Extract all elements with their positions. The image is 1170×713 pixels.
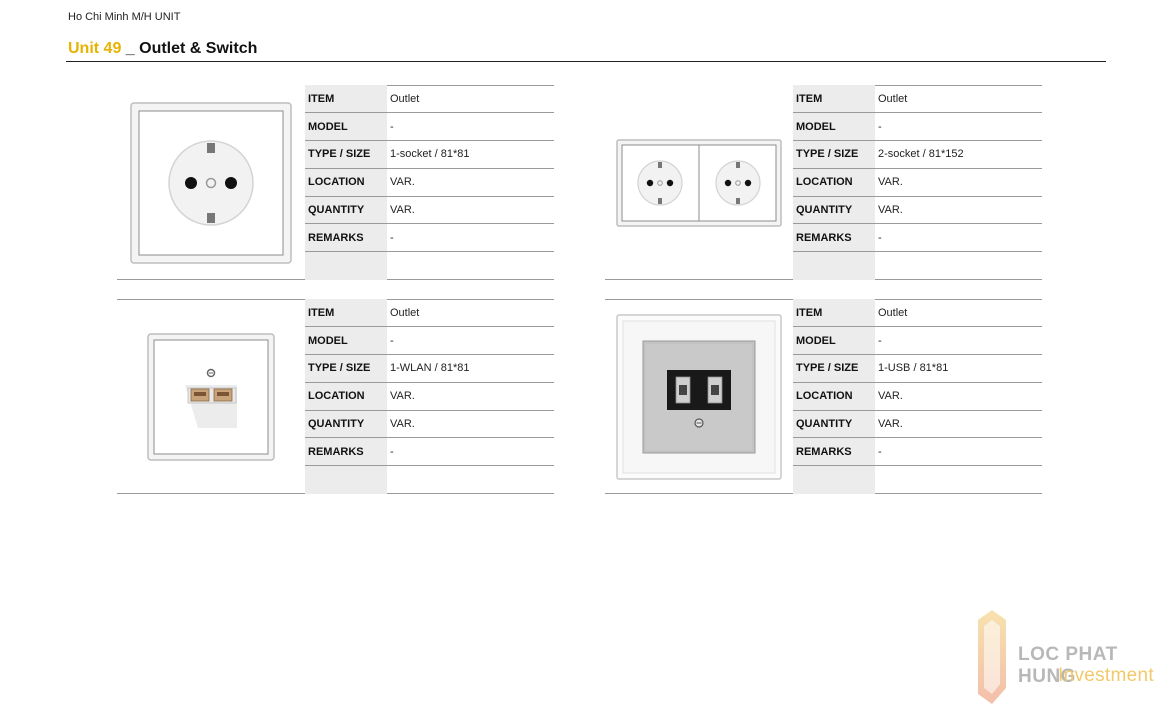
spec-table xyxy=(793,85,1042,280)
model-value: - xyxy=(387,327,554,355)
logo-mark-icon xyxy=(972,608,1012,708)
model-label: MODEL xyxy=(305,327,387,355)
item-label: ITEM xyxy=(793,299,875,327)
location-label: LOCATION xyxy=(305,168,387,196)
model-value: - xyxy=(387,113,554,141)
table-row xyxy=(305,252,554,280)
table-row xyxy=(793,382,1042,410)
table-row xyxy=(793,355,1042,383)
page-title xyxy=(68,40,257,58)
product-card-1 xyxy=(117,85,554,280)
table-row xyxy=(793,168,1042,196)
table-row xyxy=(305,141,554,169)
product-card-3 xyxy=(117,299,554,494)
table-row xyxy=(305,224,554,252)
item-value: Outlet xyxy=(387,85,554,113)
table-row xyxy=(305,196,554,224)
table-row xyxy=(793,327,1042,355)
location-label: LOCATION xyxy=(793,382,875,410)
model-label: MODEL xyxy=(305,113,387,141)
quantity-value: VAR. xyxy=(387,196,554,224)
table-row xyxy=(305,85,554,113)
product-card-4 xyxy=(605,299,1042,494)
remarks-value: - xyxy=(387,224,554,252)
type-size-value: 1-WLAN / 81*81 xyxy=(387,355,554,383)
item-label: ITEM xyxy=(305,299,387,327)
table-row xyxy=(793,113,1042,141)
document-header-label: Ho Chi Minh M/H UNIT xyxy=(68,11,181,23)
quantity-value: VAR. xyxy=(387,410,554,438)
location-value: VAR. xyxy=(875,382,1042,410)
spec-table xyxy=(793,299,1042,494)
model-value: - xyxy=(875,113,1042,141)
remarks-label: REMARKS xyxy=(793,224,875,252)
table-row xyxy=(305,168,554,196)
remarks-label: REMARKS xyxy=(305,224,387,252)
item-value: Outlet xyxy=(875,85,1042,113)
item-value: Outlet xyxy=(875,299,1042,327)
type-size-value: 2-socket / 81*152 xyxy=(875,141,1042,169)
type-size-label: TYPE / SIZE xyxy=(793,355,875,383)
table-row xyxy=(305,466,554,494)
remarks-value: - xyxy=(875,438,1042,466)
remarks-value: - xyxy=(875,224,1042,252)
quantity-label: QUANTITY xyxy=(793,196,875,224)
title-divider xyxy=(66,61,1106,62)
table-row xyxy=(793,224,1042,252)
single-socket-icon xyxy=(117,85,305,280)
table-row xyxy=(305,327,554,355)
spec-table xyxy=(305,299,554,494)
company-logo xyxy=(972,608,1167,708)
remarks-label: REMARKS xyxy=(305,438,387,466)
wlan-outlet-icon xyxy=(117,299,305,494)
product-card-2 xyxy=(605,85,1042,280)
model-value: - xyxy=(875,327,1042,355)
type-size-label: TYPE / SIZE xyxy=(305,355,387,383)
remarks-value: - xyxy=(387,438,554,466)
usb-outlet-icon xyxy=(605,299,793,494)
location-value: VAR. xyxy=(387,382,554,410)
table-row xyxy=(305,355,554,383)
quantity-value: VAR. xyxy=(875,196,1042,224)
table-row xyxy=(793,299,1042,327)
item-value: Outlet xyxy=(387,299,554,327)
table-row xyxy=(793,466,1042,494)
location-label: LOCATION xyxy=(793,168,875,196)
table-row xyxy=(793,196,1042,224)
quantity-label: QUANTITY xyxy=(305,196,387,224)
table-row xyxy=(305,438,554,466)
type-size-value: 1-socket / 81*81 xyxy=(387,141,554,169)
table-row xyxy=(305,382,554,410)
location-label: LOCATION xyxy=(305,382,387,410)
quantity-label: QUANTITY xyxy=(305,410,387,438)
table-row xyxy=(305,410,554,438)
table-row xyxy=(793,141,1042,169)
item-label: ITEM xyxy=(793,85,875,113)
table-row xyxy=(305,299,554,327)
type-size-label: TYPE / SIZE xyxy=(305,141,387,169)
unit-number: Unit 49 xyxy=(68,40,122,57)
table-row xyxy=(305,113,554,141)
table-row xyxy=(793,252,1042,280)
type-size-value: 1-USB / 81*81 xyxy=(875,355,1042,383)
model-label: MODEL xyxy=(793,327,875,355)
logo-text-line1: LOC PHAT HUNG xyxy=(1018,644,1118,687)
location-value: VAR. xyxy=(387,168,554,196)
table-row xyxy=(793,438,1042,466)
logo-text-line2: Investment xyxy=(1058,665,1154,686)
quantity-label: QUANTITY xyxy=(793,410,875,438)
title-text: _ Outlet & Switch xyxy=(121,40,258,57)
model-label: MODEL xyxy=(793,113,875,141)
table-row xyxy=(793,410,1042,438)
table-row xyxy=(793,85,1042,113)
spec-table xyxy=(305,85,554,280)
item-label: ITEM xyxy=(305,85,387,113)
type-size-label: TYPE / SIZE xyxy=(793,141,875,169)
quantity-value: VAR. xyxy=(875,410,1042,438)
location-value: VAR. xyxy=(875,168,1042,196)
double-socket-icon xyxy=(605,85,793,280)
remarks-label: REMARKS xyxy=(793,438,875,466)
